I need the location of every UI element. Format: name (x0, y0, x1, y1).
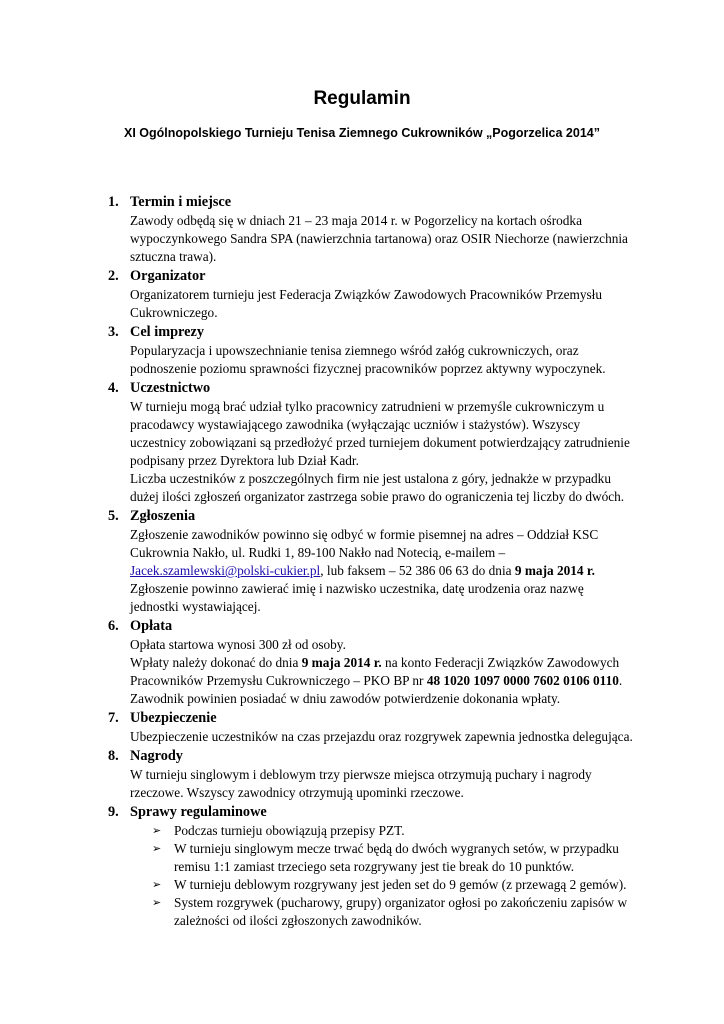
body-line: pracodawcy wystawiającego zawodnika (wyłączając uczniów i stażystów). Wszyscy (130, 417, 581, 432)
section-heading (0, 746, 724, 766)
body-line: Cukrowniczego. (130, 305, 218, 320)
body-line: Zgłoszenie powinno zawierać imię i nazwisko uczestnika, datę urodzenia oraz nazwę (130, 581, 584, 596)
section-number: 3. (108, 324, 119, 340)
list-item (0, 822, 724, 840)
section-body (130, 212, 635, 266)
account-number: 48 1020 1097 0000 7602 0106 0110 (426, 673, 619, 688)
body-line (130, 672, 635, 690)
body-line: sztuczna trawa). (130, 249, 217, 264)
payment-deadline: 9 maja 2014 r. (301, 655, 382, 670)
body-line: podnoszenie poziomu sprawności fizycznej pracowników poprzez aktywny wypoczynek. (130, 361, 606, 376)
section-heading (0, 616, 724, 636)
list-item (0, 894, 724, 930)
section-title: Uczestnictwo (130, 380, 211, 396)
body-line (130, 654, 635, 672)
section-number: 4. (108, 380, 119, 396)
body-line: uczestnicy zobowiązani są przedłożyć przed turniejem dokument potwierdzający zatrudnienie (130, 435, 630, 450)
bullet-line: W turnieju singlowym mecze trwać będą do dwóch wygranych setów, w przypadku (174, 841, 619, 856)
section-number: 6. (108, 618, 119, 634)
body-line: Zawodnik powinien posiadać w dniu zawodów potwierdzenie dokonania wpłaty. (130, 691, 561, 706)
section-title: Opłata (130, 618, 173, 634)
section-uczestnictwo (0, 378, 724, 506)
account-text: Pracowników Przemysłu Cukrowniczego – PKO BP nr (130, 673, 427, 688)
body-line: Liczba uczestników z poszczególnych firm nie jest ustalona z góry, jednakże w przypadku (130, 471, 611, 486)
section-heading (0, 378, 724, 398)
section-number: 7. (108, 710, 119, 726)
bullet-line: Podczas turnieju obowiązują przepisy PZT. (174, 823, 405, 838)
body-line: podpisany przez Dyrektora lub Dział Kadr. (130, 453, 359, 468)
body-line: wypoczynkowego Sandra SPA (nawierzchnia tartanowa) oraz OSIR Niechorze (nawierzchnia (130, 231, 628, 246)
section-title: Nagrody (130, 748, 183, 764)
section-title: Termin i miejsce (130, 194, 232, 210)
section-oplata (0, 616, 724, 708)
body-line: Popularyzacja i upowszechnianie tenisa ziemnego wśród załóg cukrowniczych, oraz (130, 343, 579, 358)
section-heading (0, 266, 724, 286)
list-item (0, 840, 724, 876)
section-sprawy-regulaminowe (0, 802, 724, 930)
section-heading (0, 802, 724, 822)
arrow-bullet-icon: ➢ (152, 842, 162, 855)
section-body (130, 728, 635, 746)
payment-text: na konto Federacji Związków Zawodowych (381, 655, 620, 670)
section-number: 8. (108, 748, 119, 764)
section-nagrody (0, 746, 724, 802)
section-body (130, 342, 635, 378)
section-body (130, 636, 635, 708)
section-heading (0, 322, 724, 342)
section-body (130, 398, 635, 506)
section-organizator (0, 266, 724, 322)
document-subtitle: XI Ogólnopolskiego Turnieju Tenisa Ziemnego Cukrowników „Pogorzelica 2014” (123, 126, 600, 140)
section-heading (0, 708, 724, 728)
body-line: Zgłoszenie zawodników powinno się odbyć w formie pisemnej na adres – Oddział KSC (130, 527, 599, 542)
body-line: Zawody odbędą się w dniach 21 – 23 maja 2014 r. w Pogorzelicy na kortach ośrodka (130, 213, 582, 228)
body-line: Organizatorem turnieju jest Federacja Związków Zawodowych Pracowników Przemysłu (130, 287, 603, 302)
body-line: jednostki wystawiającej. (130, 599, 261, 614)
bullet-text (174, 876, 644, 894)
body-line: dużej ilości zgłoszeń organizator zastrzega sobie prawo do ograniczenia tej liczby do dwóch. (130, 489, 625, 504)
section-body (130, 766, 635, 802)
section-zgloszenia (0, 506, 724, 616)
arrow-bullet-icon: ➢ (152, 878, 162, 891)
body-line: W turnieju singlowym i deblowym trzy pierwsze miejsca otrzymują puchary i nagrody (130, 767, 592, 782)
body-line (130, 562, 635, 580)
section-number: 1. (108, 194, 119, 210)
section-ubezpieczenie (0, 708, 724, 746)
bullet-text (174, 840, 644, 876)
bullet-line: System rozgrywek (pucharowy, grupy) organizator ogłosi po zakończeniu zapisów w (174, 895, 628, 910)
regulations-list (0, 192, 724, 930)
section-title: Zgłoszenia (130, 508, 196, 524)
arrow-bullet-icon: ➢ (152, 824, 162, 837)
fax-text: , lub faksem – 52 386 06 63 do dnia (320, 563, 515, 578)
list-item (0, 876, 724, 894)
body-line: W turnieju mogą brać udział tylko pracownicy zatrudnieni w przemyśle cukrowniczym u (130, 399, 605, 414)
bullet-text (174, 894, 644, 930)
section-number: 5. (108, 508, 119, 524)
section-title: Organizator (130, 268, 206, 284)
body-line: Opłata startowa wynosi 300 zł od osoby. (130, 637, 346, 652)
email-link[interactable]: Jacek.szamlewski@polski-cukier.pl (130, 563, 321, 578)
section-termin (0, 192, 724, 266)
body-line: rzeczowe. Wszyscy zawodnicy otrzymują upominki rzeczowe. (130, 785, 464, 800)
account-text: . (618, 673, 623, 688)
bullet-line: W turnieju deblowym rozgrywany jest jeden set do 9 gemów (z przewagą 2 gemów). (174, 877, 627, 892)
rules-bullet-list (0, 822, 724, 930)
section-body (130, 526, 635, 616)
arrow-bullet-icon: ➢ (152, 896, 162, 909)
document-title: Regulamin (313, 88, 411, 109)
bullet-line: remisu 1:1 zamiast trzeciego seta rozgrywany jest tie break do 10 punktów. (174, 859, 575, 874)
section-heading (0, 506, 724, 526)
payment-text: Wpłaty należy dokonać do dnia (130, 655, 302, 670)
body-line: Cukrownia Nakło, ul. Rudki 1, 89-100 Nakło nad Notecią, e-mailem – (130, 545, 506, 560)
section-number: 9. (108, 804, 119, 820)
bullet-line: zależności od ilości zgłoszonych zawodników. (174, 913, 422, 928)
section-number: 2. (108, 268, 119, 284)
section-title: Sprawy regulaminowe (130, 804, 267, 820)
bullet-text (174, 822, 644, 840)
section-body (130, 286, 635, 322)
body-line: Ubezpieczenie uczestników na czas przejazdu oraz rozgrywek zapewnia jednostka delegująca. (130, 729, 633, 744)
section-title: Cel imprezy (130, 324, 204, 340)
section-cel-imprezy (0, 322, 724, 378)
section-title: Ubezpieczenie (130, 710, 217, 726)
deadline-date: 9 maja 2014 r. (514, 563, 595, 578)
section-heading (0, 192, 724, 212)
